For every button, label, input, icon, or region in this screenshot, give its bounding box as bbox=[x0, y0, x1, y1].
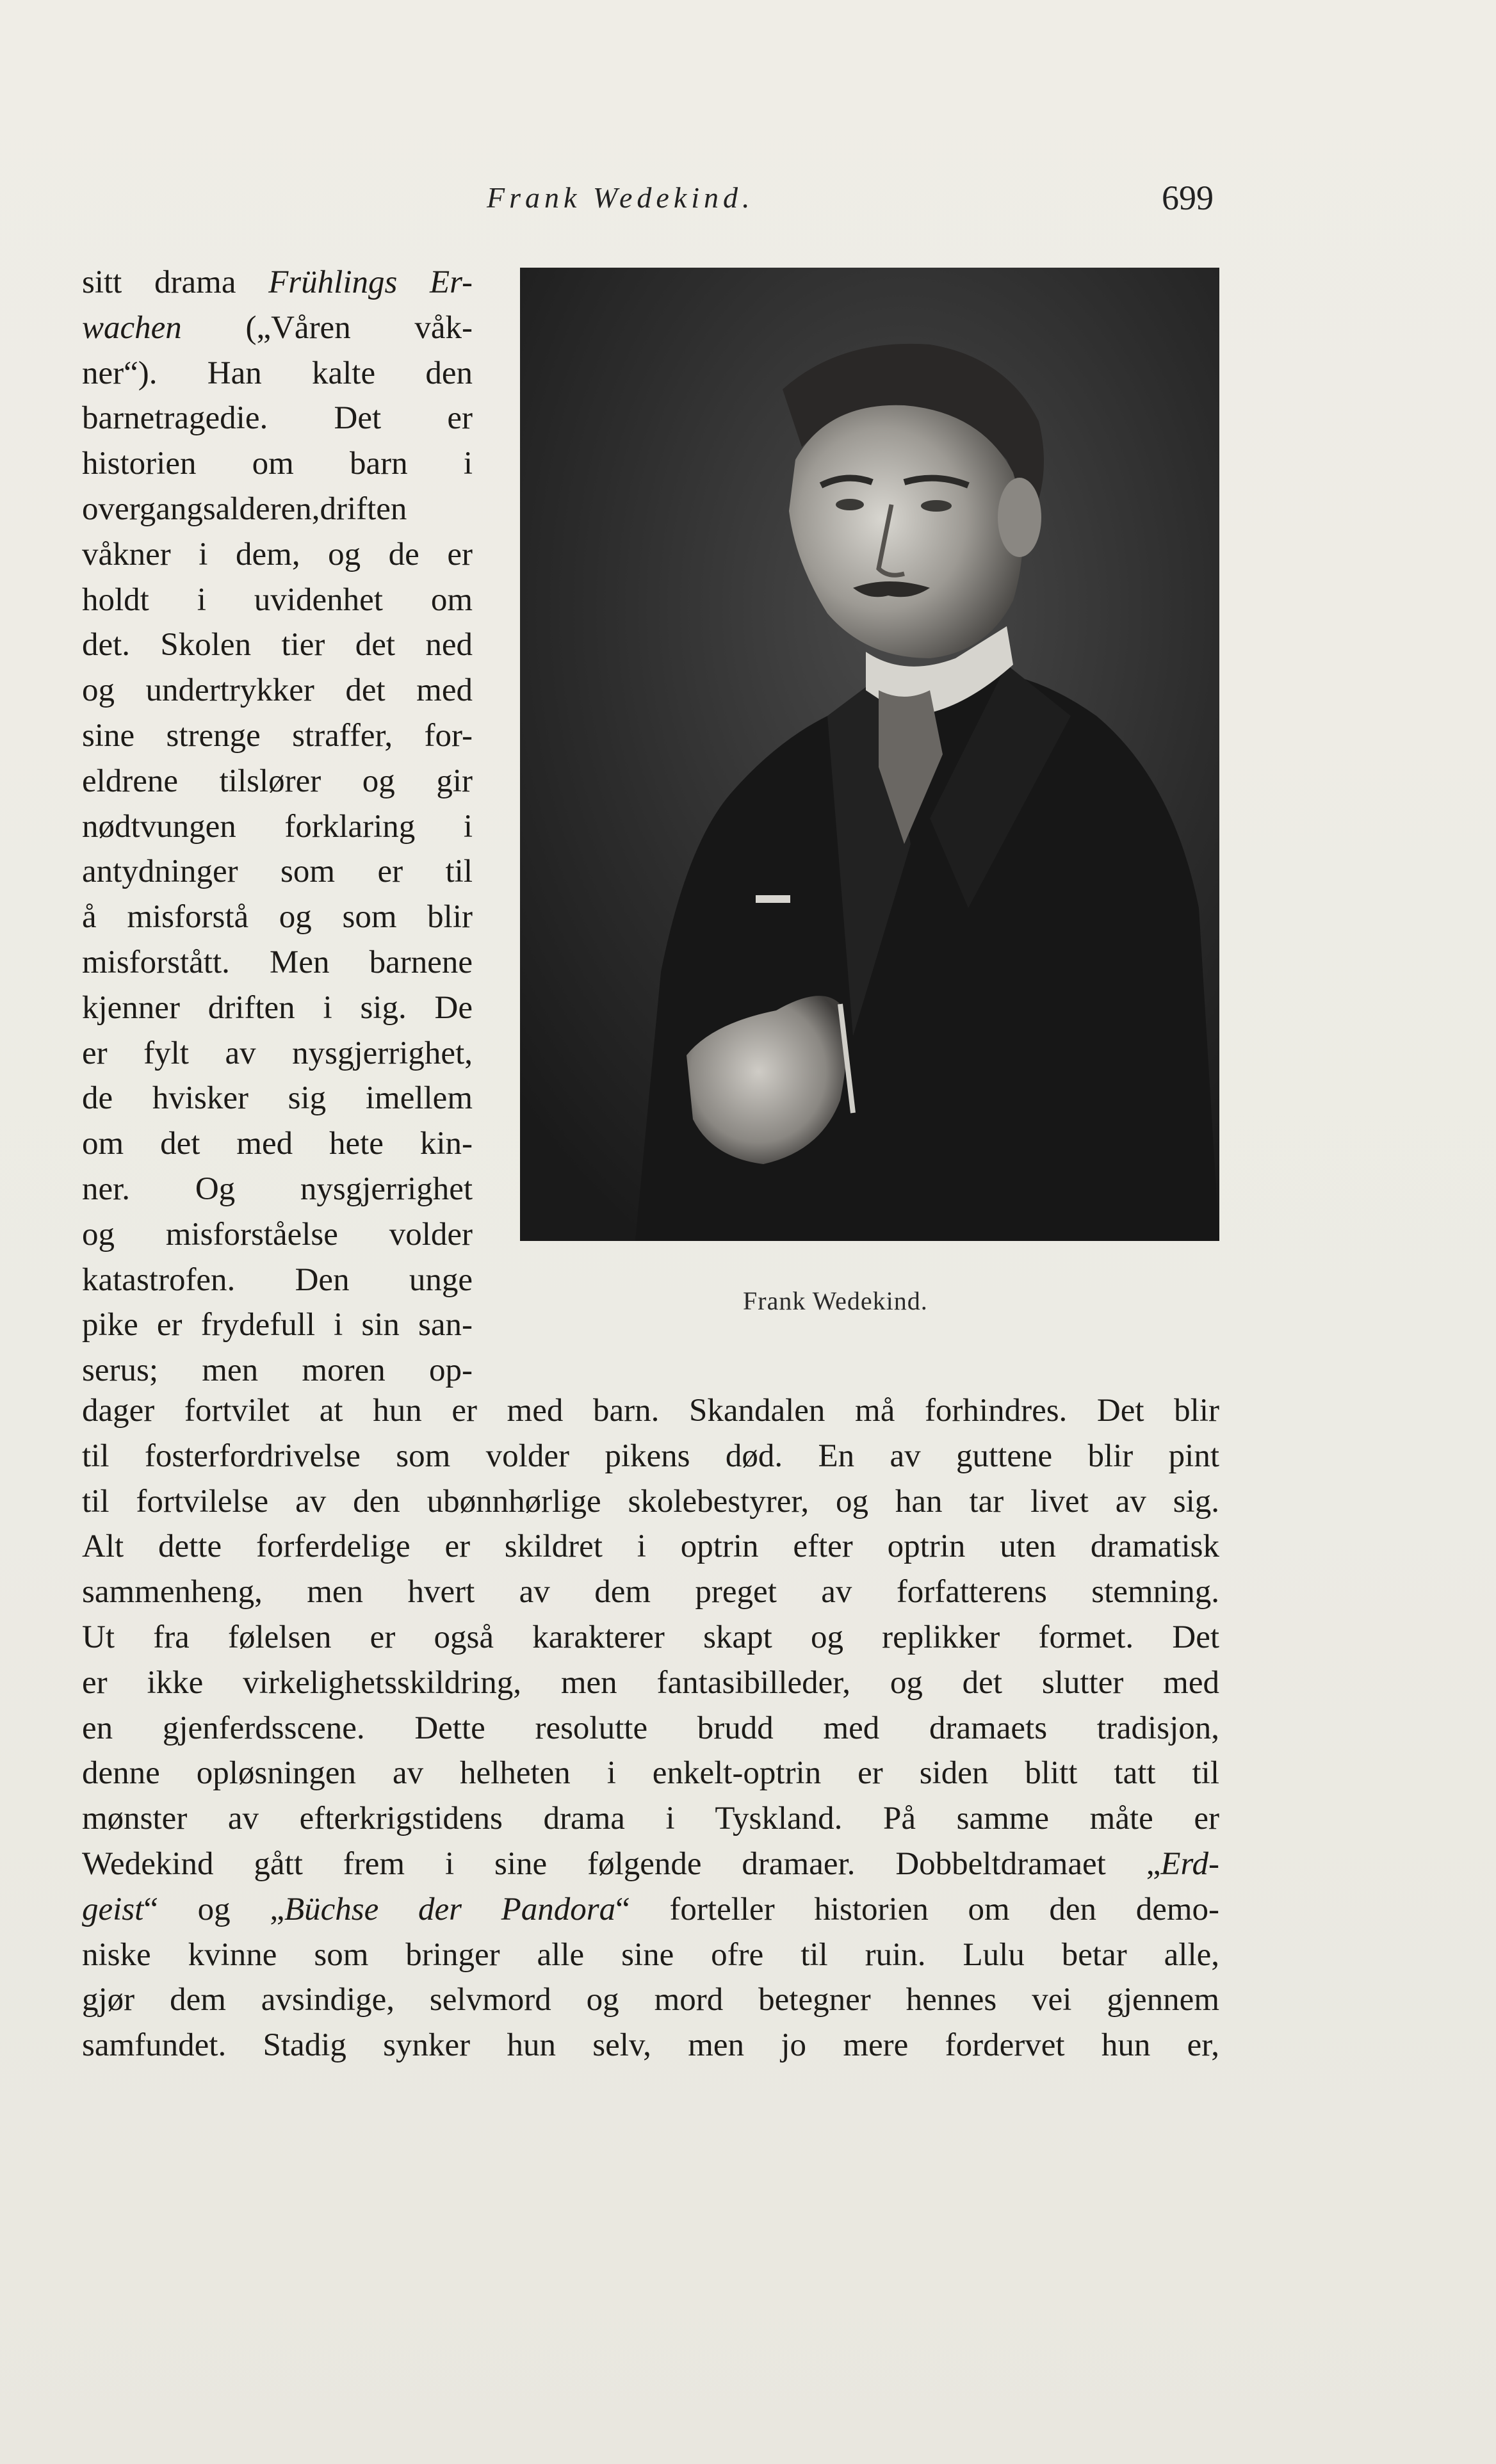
text-line: serus; men moren op- bbox=[82, 1352, 473, 1389]
portrait-photo bbox=[520, 268, 1219, 1241]
text-line: er ikke virkelighetsskildring, men fantasibilleder, og det slutter med bbox=[82, 1664, 1219, 1701]
page-number: 699 bbox=[1162, 179, 1214, 217]
text-line: samfundet. Stadig synker hun selv, men jo mere fordervet hun er, bbox=[82, 2027, 1219, 2064]
italic-title: Frühlings Er- bbox=[268, 264, 473, 300]
portrait-illustration bbox=[520, 268, 1219, 1241]
text-line: til fosterfordrivelse som volder pikens død. En av guttene blir pint bbox=[82, 1438, 1219, 1474]
text-line: dager fortvilet at hun er med barn. Skandalen må forhindres. Det blir bbox=[82, 1393, 1219, 1429]
text-line: en gjenferdsscene. Dette resolutte brudd med dramaets tradisjon, bbox=[82, 1710, 1219, 1746]
text-line: Alt dette forferdelige er skildret i optrin efter optrin uten dramatisk bbox=[82, 1528, 1219, 1565]
text-line: sine strenge straffer, for- bbox=[82, 717, 473, 754]
text-line: historien om barn i bbox=[82, 446, 473, 482]
text-line: Ut fra følelsen er også karakterer skapt og replikker formet. Det bbox=[82, 1619, 1219, 1655]
text-line: og misforståelse volder bbox=[82, 1216, 473, 1252]
running-title: Frank Wedekind. bbox=[487, 181, 754, 214]
text-line: denne opløsningen av helheten i enkelt-optrin er siden blitt tatt til bbox=[82, 1755, 1219, 1792]
italic-title: geist bbox=[82, 1891, 144, 1927]
text-line: mønster av efterkrigstidens drama i Tyskland. På samme måte er bbox=[82, 1801, 1219, 1837]
text-line: våkner i dem, og de er bbox=[82, 536, 473, 572]
italic-title: wachen bbox=[82, 309, 182, 346]
text-line: til fortvilelse av den ubønnhørlige skolebestyrer, og han tar livet av sig. bbox=[82, 1483, 1219, 1520]
narrow-text-column bbox=[82, 260, 473, 1393]
text-line: antydninger som er til bbox=[82, 854, 473, 890]
text-line: gjør dem avsindige, selvmord og mord betegner hennes vei gjennem bbox=[82, 1982, 1219, 2018]
italic-title: Erd- bbox=[1160, 1845, 1219, 1882]
text-line: sammenheng, men hvert av dem preget av forfatterens stemning. bbox=[82, 1574, 1219, 1610]
text-line: overgangsalderen,driften bbox=[82, 490, 407, 527]
text-line: og undertrykker det med bbox=[82, 672, 473, 709]
text-line: barnetragedie. Det er bbox=[82, 400, 473, 437]
text-line: Wedekind gått frem i sine følgende dramaer. Dobbeltdramaet „Erd- bbox=[82, 1845, 1219, 1882]
text-line: å misforstå og som blir bbox=[82, 899, 473, 936]
text-line: wachen („Våren våk- bbox=[82, 309, 473, 346]
text-line: geist“ og „Büchse der Pandora“ forteller historien om den demo- bbox=[82, 1891, 1219, 1927]
text-line: katastrofen. Den unge bbox=[82, 1261, 473, 1298]
figure-caption: Frank Wedekind. bbox=[743, 1286, 928, 1315]
full-width-text-column bbox=[82, 1388, 1219, 2068]
text-line: de hvisker sig imellem bbox=[82, 1080, 473, 1117]
text-line: misforstått. Men barnene bbox=[82, 944, 473, 980]
text-line: om det med hete kin- bbox=[82, 1126, 473, 1162]
text-line: sitt drama Frühlings Er- bbox=[82, 264, 473, 300]
text-line: ner. Og nysgjerrighet bbox=[82, 1171, 473, 1207]
italic-title: Büchse der Pandora bbox=[284, 1891, 616, 1927]
text-line: eldrene tilslører og gir bbox=[82, 763, 473, 799]
text-line: niske kvinne som bringer alle sine ofre til ruin. Lulu betar alle, bbox=[82, 1936, 1219, 1973]
text-line: kjenner driften i sig. De bbox=[82, 989, 473, 1026]
text-line: ner“). Han kalte den bbox=[82, 355, 473, 391]
text-line: det. Skolen tier det ned bbox=[82, 627, 473, 663]
text-line: nødtvungen forklaring i bbox=[82, 808, 473, 845]
text-line: pike er frydefull i sin san- bbox=[82, 1307, 473, 1343]
text-line: holdt i uvidenhet om bbox=[82, 581, 473, 618]
text-line: er fylt av nysgjerrighet, bbox=[82, 1035, 473, 1071]
